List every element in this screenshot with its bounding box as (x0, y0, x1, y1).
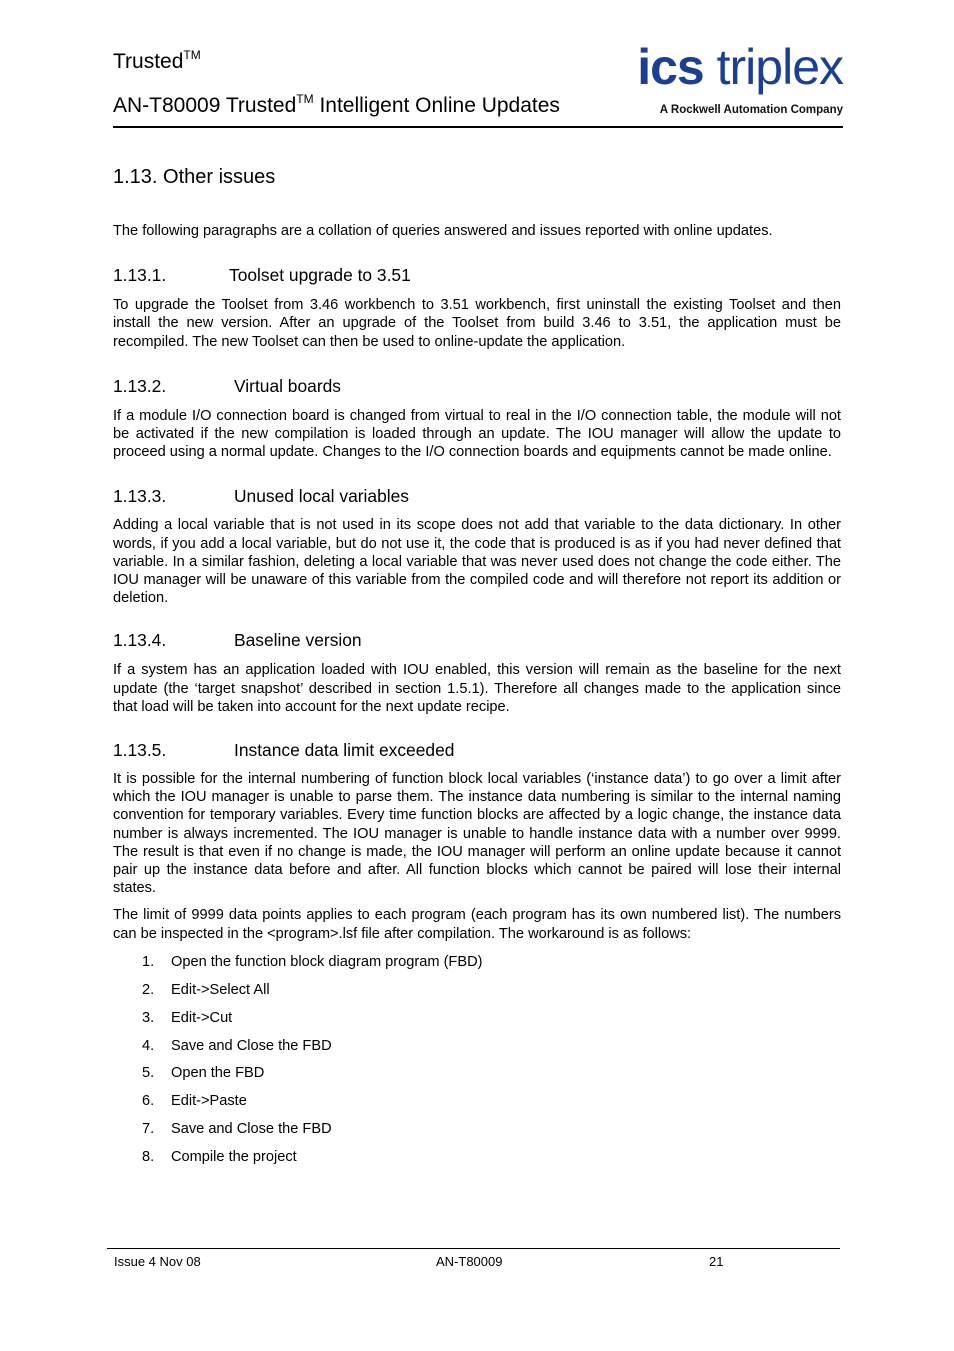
list-item: 5. Open the FBD (142, 1065, 265, 1082)
list-item: 2. Edit->Select All (142, 981, 270, 998)
list-item: 3. Edit->Cut (142, 1009, 233, 1026)
footer-page-number: 21 (709, 1254, 724, 1269)
subsection-heading: 1.13.2. Virtual boards (113, 375, 341, 396)
list-item: 4. Save and Close the FBD (142, 1037, 332, 1054)
list-item: 8. Compile the project (142, 1149, 297, 1166)
ics-triplex-logo: ics triplex A Rockwell Automation Company (637, 39, 843, 116)
page-header (113, 39, 843, 128)
document-title: AN-T80009 Trusted™ Intelligent Online Updates (113, 92, 560, 117)
footer-issue: Issue 4 Nov 08 (114, 1254, 201, 1269)
subsection-heading: 1.13.1. Toolset upgrade to 3.51 (113, 265, 411, 286)
list-item: 7. Save and Close the FBD (142, 1121, 332, 1138)
header-rule (113, 126, 843, 128)
footer-rule (107, 1248, 840, 1249)
intro-paragraph: The following paragraphs are a collation of queries answered and issues reported with online updates. (113, 223, 773, 239)
paragraph: If a system has an application loaded with IOU enabled, this version will remain as the baseline for the next update (the ‘target snapshot’ described in section 1.5.1). Therefore all changes made to the application since that load will be taken into account for the next update recipe. (113, 662, 841, 715)
subsection-heading: 1.13.4. Baseline version (113, 630, 362, 651)
workaround-steps (113, 953, 841, 1166)
subsection-heading: 1.13.5. Instance data limit exceeded (113, 740, 455, 761)
paragraph: It is possible for the internal numbering of function block local variables (‘instance data’) to go over a limit after which the IOU manager is unable to parse them. The instance data numbering is similar to the internal naming convention for temporary variables. Every time function blocks are affected by a logic change, the instance data number is always incremented. The IOU manager is unable to handle instance data with a number over 9999. The result is that even if no change is made, the IOU manager will perform an online update because it cannot pair up the instance data before and after. All function blocks which cannot be paired will lose their internal states. (113, 771, 841, 897)
section-heading: 1.13. Other issues (113, 166, 276, 188)
footer-doc-id: AN-T80009 (436, 1254, 503, 1269)
logo-tagline: A Rockwell Automation Company (659, 104, 843, 116)
list-item: 1. Open the function block diagram program (FBD) (142, 953, 483, 970)
list-item: 6. Edit->Paste (142, 1093, 247, 1110)
brand-name: Trusted™ (113, 48, 201, 73)
main-content (113, 166, 841, 1176)
paragraph: If a module I/O connection board is changed from virtual to real in the I/O connection table, the module will not be activated if the new compilation is loaded through an update. The IOU manager will allow the update to proceed using a normal update. Changes to the I/O connection boards and equipments cannot be made online. (113, 407, 841, 461)
paragraph: Adding a local variable that is not used in its scope does not add that variable to the data dictionary. In other words, if you add a local variable, but do not use it, the code that is produced is as if you had never defined that variable. In a similar fashion, deleting a local variable that was never used does not change the code either. The IOU manager will be unaware of this variable from the compiled code and will therefore not report its addition or deletion. (113, 517, 841, 607)
paragraph: The limit of 9999 data points applies to each program (each program has its own numbered list). The numbers can be inspected in the <program>.lsf file after compilation. The workaround is as follows: (113, 907, 841, 942)
subsection-heading: 1.13.3. Unused local variables (113, 486, 409, 507)
paragraph: To upgrade the Toolset from 3.46 workbench to 3.51 workbench, first uninstall the existing Toolset and then install the new version. After an upgrade of the Toolset from build 3.46 to 3.51, the application must be recompiled. The new Toolset can then be used to online-update the application. (113, 297, 841, 350)
